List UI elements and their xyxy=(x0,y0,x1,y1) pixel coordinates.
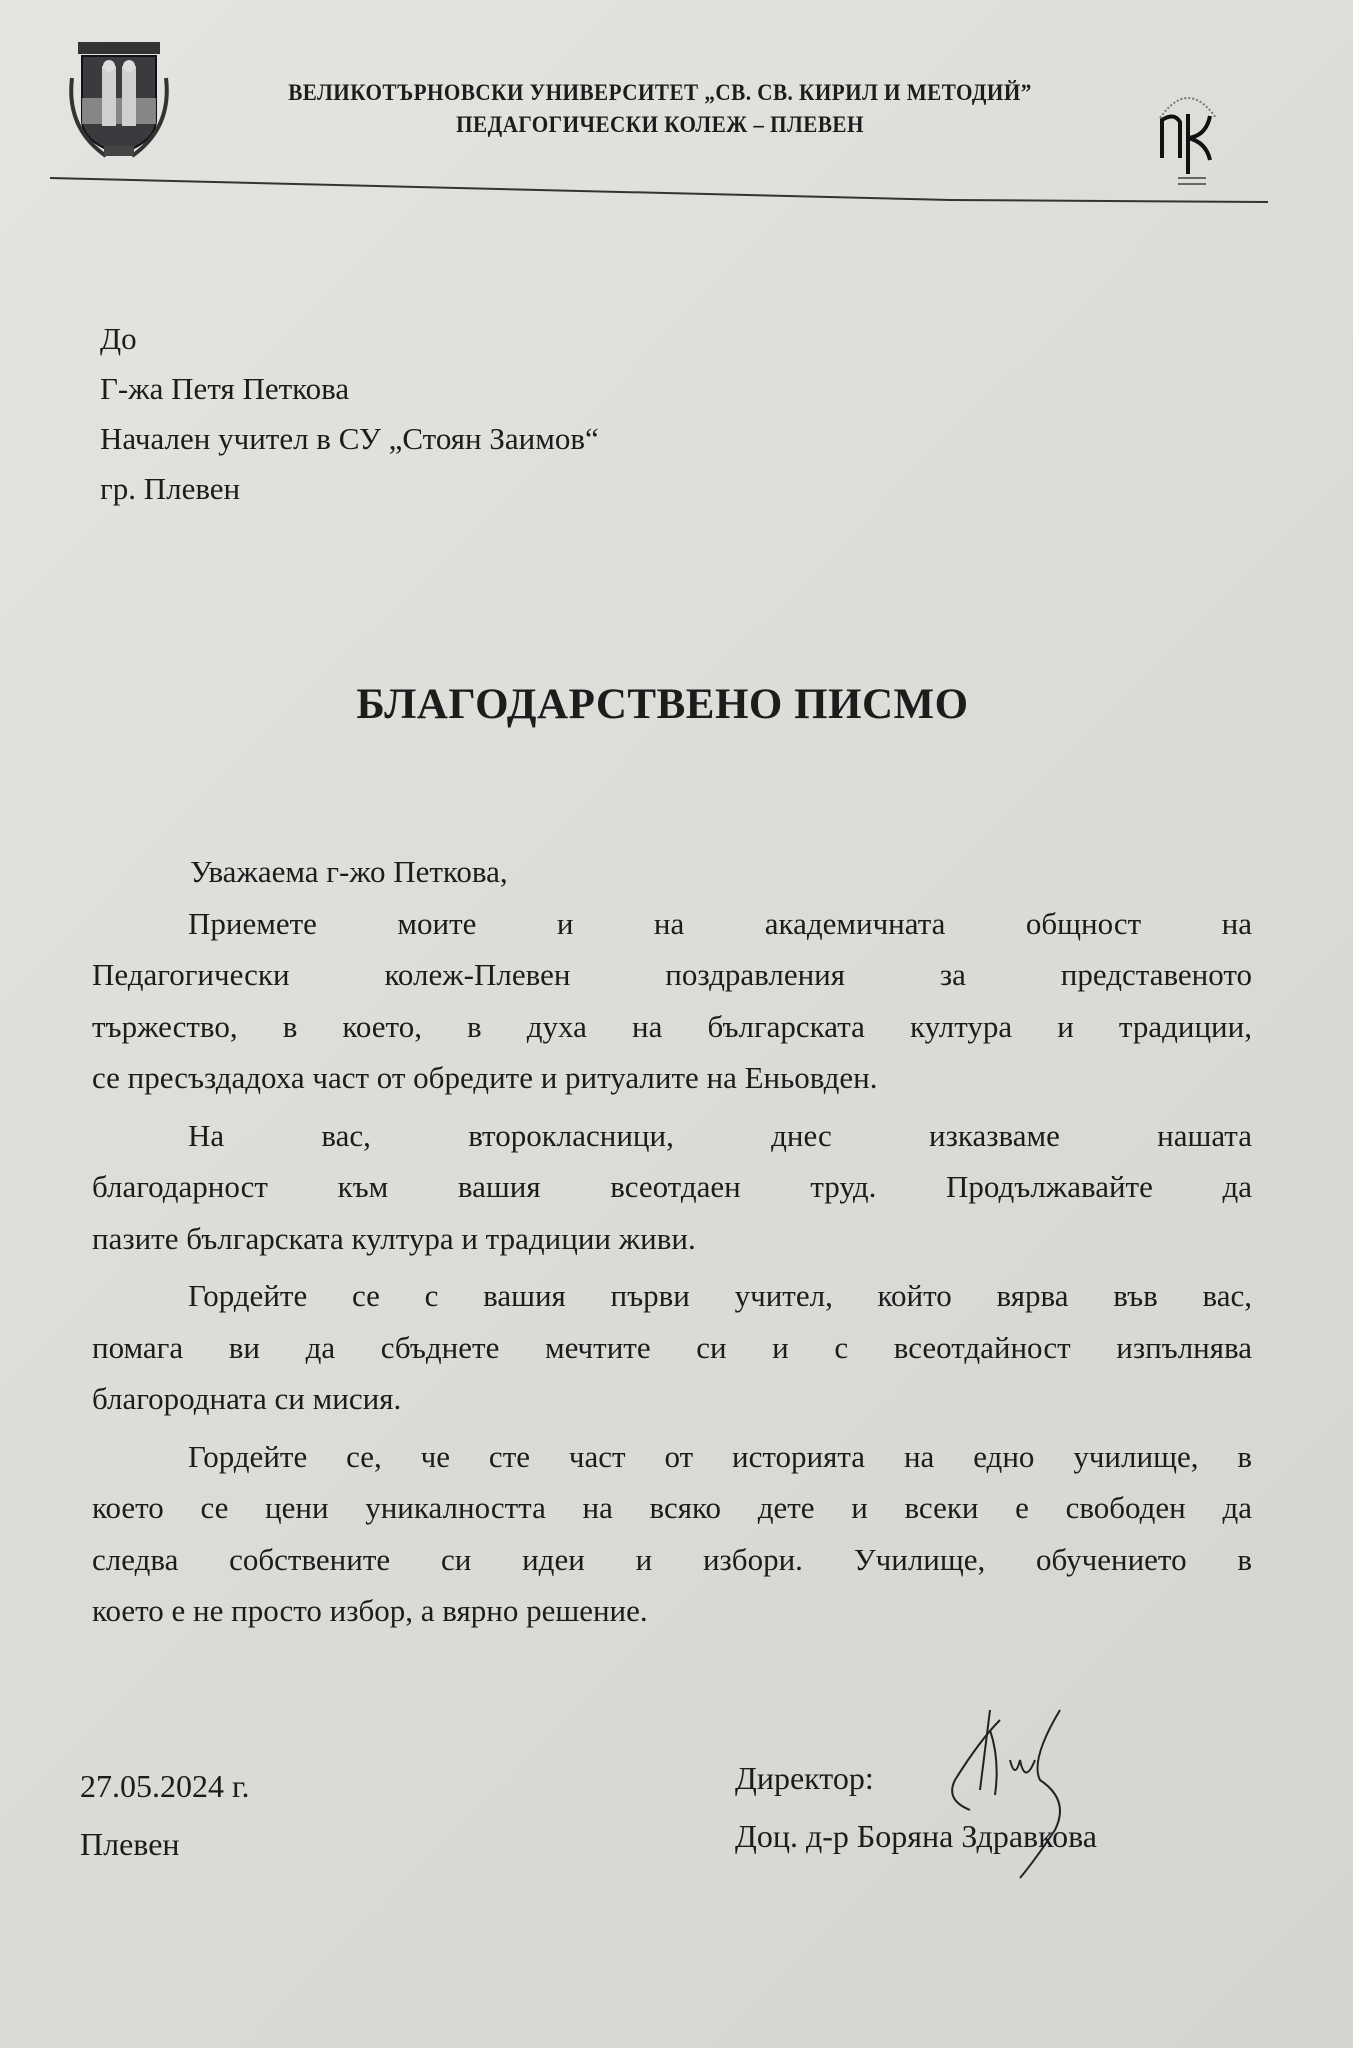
paragraph-line: Гордейте се, че сте част от историята на едно училище, в xyxy=(188,1438,1252,1474)
paragraph-line: Педагогически колеж-Плевен поздравления за представеното xyxy=(92,957,1252,992)
letter-body xyxy=(92,846,1252,1643)
recipient-city: гр. Плевен xyxy=(100,471,241,506)
letter-date: 27.05.2024 г. xyxy=(80,1768,250,1804)
paragraph-line: следва собствените си идеи и избори. Училище, обучението в xyxy=(92,1541,1252,1577)
paragraph xyxy=(92,1110,1252,1265)
paragraph xyxy=(92,1431,1252,1637)
paragraph-line: което се цени уникалността на всяко дете и всеки е свободен да xyxy=(92,1490,1252,1525)
recipient-name: Г-жа Петя Петкова xyxy=(100,371,350,406)
paragraph xyxy=(92,898,1252,1104)
paragraph xyxy=(92,1270,1252,1425)
recipient-to: До xyxy=(100,321,137,356)
handwritten-signature xyxy=(940,1700,1110,1880)
university-crest xyxy=(66,38,172,162)
college-logo xyxy=(1148,78,1228,192)
salutation: Уважаема г-жо Петкова, xyxy=(190,854,508,889)
paragraph-line: Приемете моите и на академичната общност на xyxy=(188,905,1252,941)
letter-title: БЛАГОДАРСТВЕНО ПИСМО xyxy=(356,681,969,728)
paragraph-line: На вас, второкласници, днес изказваме нашата xyxy=(188,1117,1252,1153)
college-name: ПЕДАГОГИЧЕСКИ КОЛЕЖ – ПЛЕВЕН xyxy=(456,112,864,137)
paragraph-line: което е не просто избор, а вярно решение. xyxy=(92,1593,648,1628)
paragraph-line: пазите българската култура и традиции живи. xyxy=(92,1220,696,1256)
paragraph-line: благородната си мисия. xyxy=(92,1381,402,1416)
university-name: ВЕЛИКОТЪРНОВСКИ УНИВЕРСИТЕТ „СВ. СВ. КИРИЛ И МЕТОДИЙ” xyxy=(288,80,1032,105)
recipient-position: Начален учител в СУ „Стоян Заимов“ xyxy=(100,421,599,456)
letter-place: Плевен xyxy=(80,1826,180,1862)
paragraph-line: Гордейте се с вашия първи учител, който вярва във вас, xyxy=(188,1278,1252,1313)
paragraph-line: тържество, в което, в духа на българската култура и традиции, xyxy=(92,1008,1252,1044)
recipient-block xyxy=(100,314,599,514)
signatory-role: Директор: xyxy=(735,1760,874,1796)
signatory-name: Доц. д-р Боряна Здравкова xyxy=(735,1818,1097,1854)
header-divider xyxy=(50,176,1268,206)
paragraph-line: благодарност към вашия всеотдаен труд. Продължавайте да xyxy=(92,1169,1252,1204)
paragraph-line: се пресъздадоха част от обредите и ритуалите на Еньовден. xyxy=(92,1060,878,1095)
paragraph-line: помага ви да сбъднете мечтите си и с всеотдайност изпълнява xyxy=(92,1329,1252,1365)
